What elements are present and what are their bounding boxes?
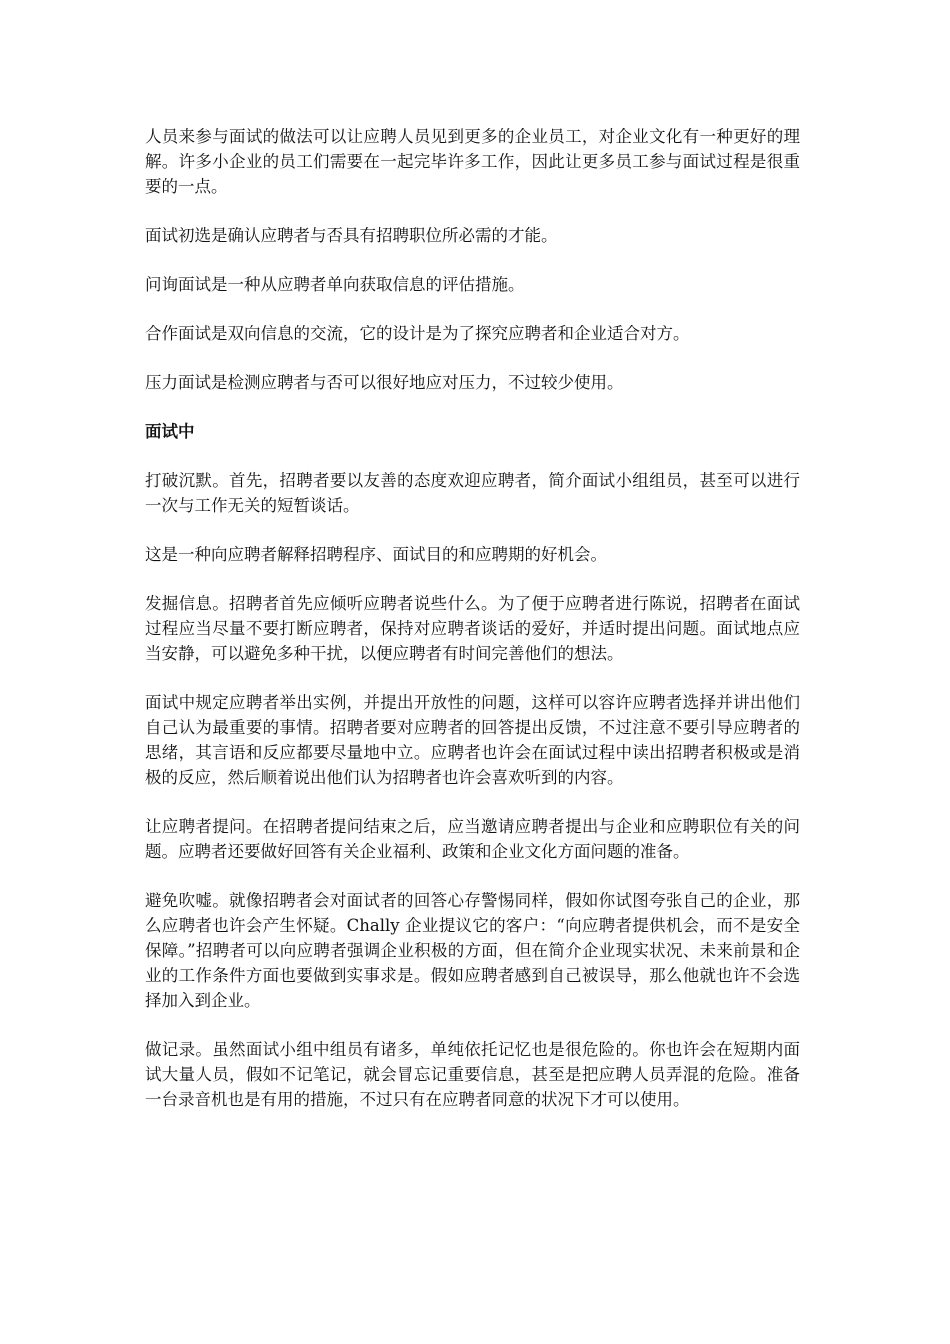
paragraph-cooperative-interview: 合作面试是双向信息的交流，它的设计是为了探究应聘者和企业适合对方。 — [145, 324, 690, 343]
paragraph-inquiry-interview: 问询面试是一种从应聘者单向获取信息的评估措施。 — [145, 275, 525, 294]
paragraph-avoid-bragging: 避免吹嘘。就像招聘者会对面试者的回答心存警惕同样，假如你试图夸张自己的企业，那么应聘者也许会产生怀疑。Chally 企业提议它的客户：“向应聘者提供机会，而不是安全保障。”招聘者可以向应聘者强调企业积极的方面，但在简介企业现实状况、未来前景和企业的工作条件方面也要做到实事求是。假如应聘者感到自己被误导，那么他就也许不会选择加入到企业。 — [145, 891, 800, 1010]
paragraph-take-notes: 做记录。虽然面试小组中组员有诸多，单纯依托记忆也是很危险的。你也许会在短期内面试大量人员，假如不记笔记，就会冒忘记重要信息，甚至是把应聘人员弄混的危险。准备一台录音机也是有用的措施，不过只有在应聘者同意的状况下才可以使用。 — [145, 1040, 800, 1109]
paragraph-initial-screening: 面试初选是确认应聘者与否具有招聘职位所必需的才能。 — [145, 226, 558, 245]
paragraph-explain-process: 这是一种向应聘者解释招聘程序、面试目的和应聘期的好机会。 — [145, 545, 607, 564]
section-heading: 面试中 — [145, 422, 195, 441]
document-body — [145, 124, 800, 1136]
paragraph-stress-interview: 压力面试是检测应聘者与否可以很好地应对压力，不过较少使用。 — [145, 373, 624, 392]
paragraph-gather-information: 发掘信息。招聘者首先应倾听应聘者说些什么。为了便于应聘者进行陈说，招聘者在面试过程应当尽量不要打断应聘者，保持对应聘者谈话的爱好，并适时提出问题。面试地点应当安静，可以避免多种干扰，以便应聘者有时间完善他们的想法。 — [145, 594, 800, 663]
paragraph-examples-open-questions: 面试中规定应聘者举出实例，并提出开放性的问题，这样可以容许应聘者选择并讲出他们自己认为最重要的事情。招聘者要对应聘者的回答提出反馈，不过注意不要引导应聘者的思绪，其言语和反应都要尽量地中立。应聘者也许会在面试过程中读出招聘者积极或是消极的反应，然后顺着说出他们认为招聘者也许会喜欢听到的内容。 — [145, 693, 800, 787]
paragraph-interview-participation: 人员来参与面试的做法可以让应聘人员见到更多的企业员工，对企业文化有一种更好的理解。许多小企业的员工们需要在一起完毕许多工作，因此让更多员工参与面试过程是很重要的一点。 — [145, 127, 800, 196]
paragraph-candidate-questions: 让应聘者提问。在招聘者提问结束之后，应当邀请应聘者提出与企业和应聘职位有关的问题。应聘者还要做好回答有关企业福利、政策和企业文化方面问题的准备。 — [145, 817, 800, 861]
paragraph-break-ice: 打破沉默。首先，招聘者要以友善的态度欢迎应聘者，简介面试小组组员，甚至可以进行一次与工作无关的短暂谈话。 — [145, 471, 800, 515]
